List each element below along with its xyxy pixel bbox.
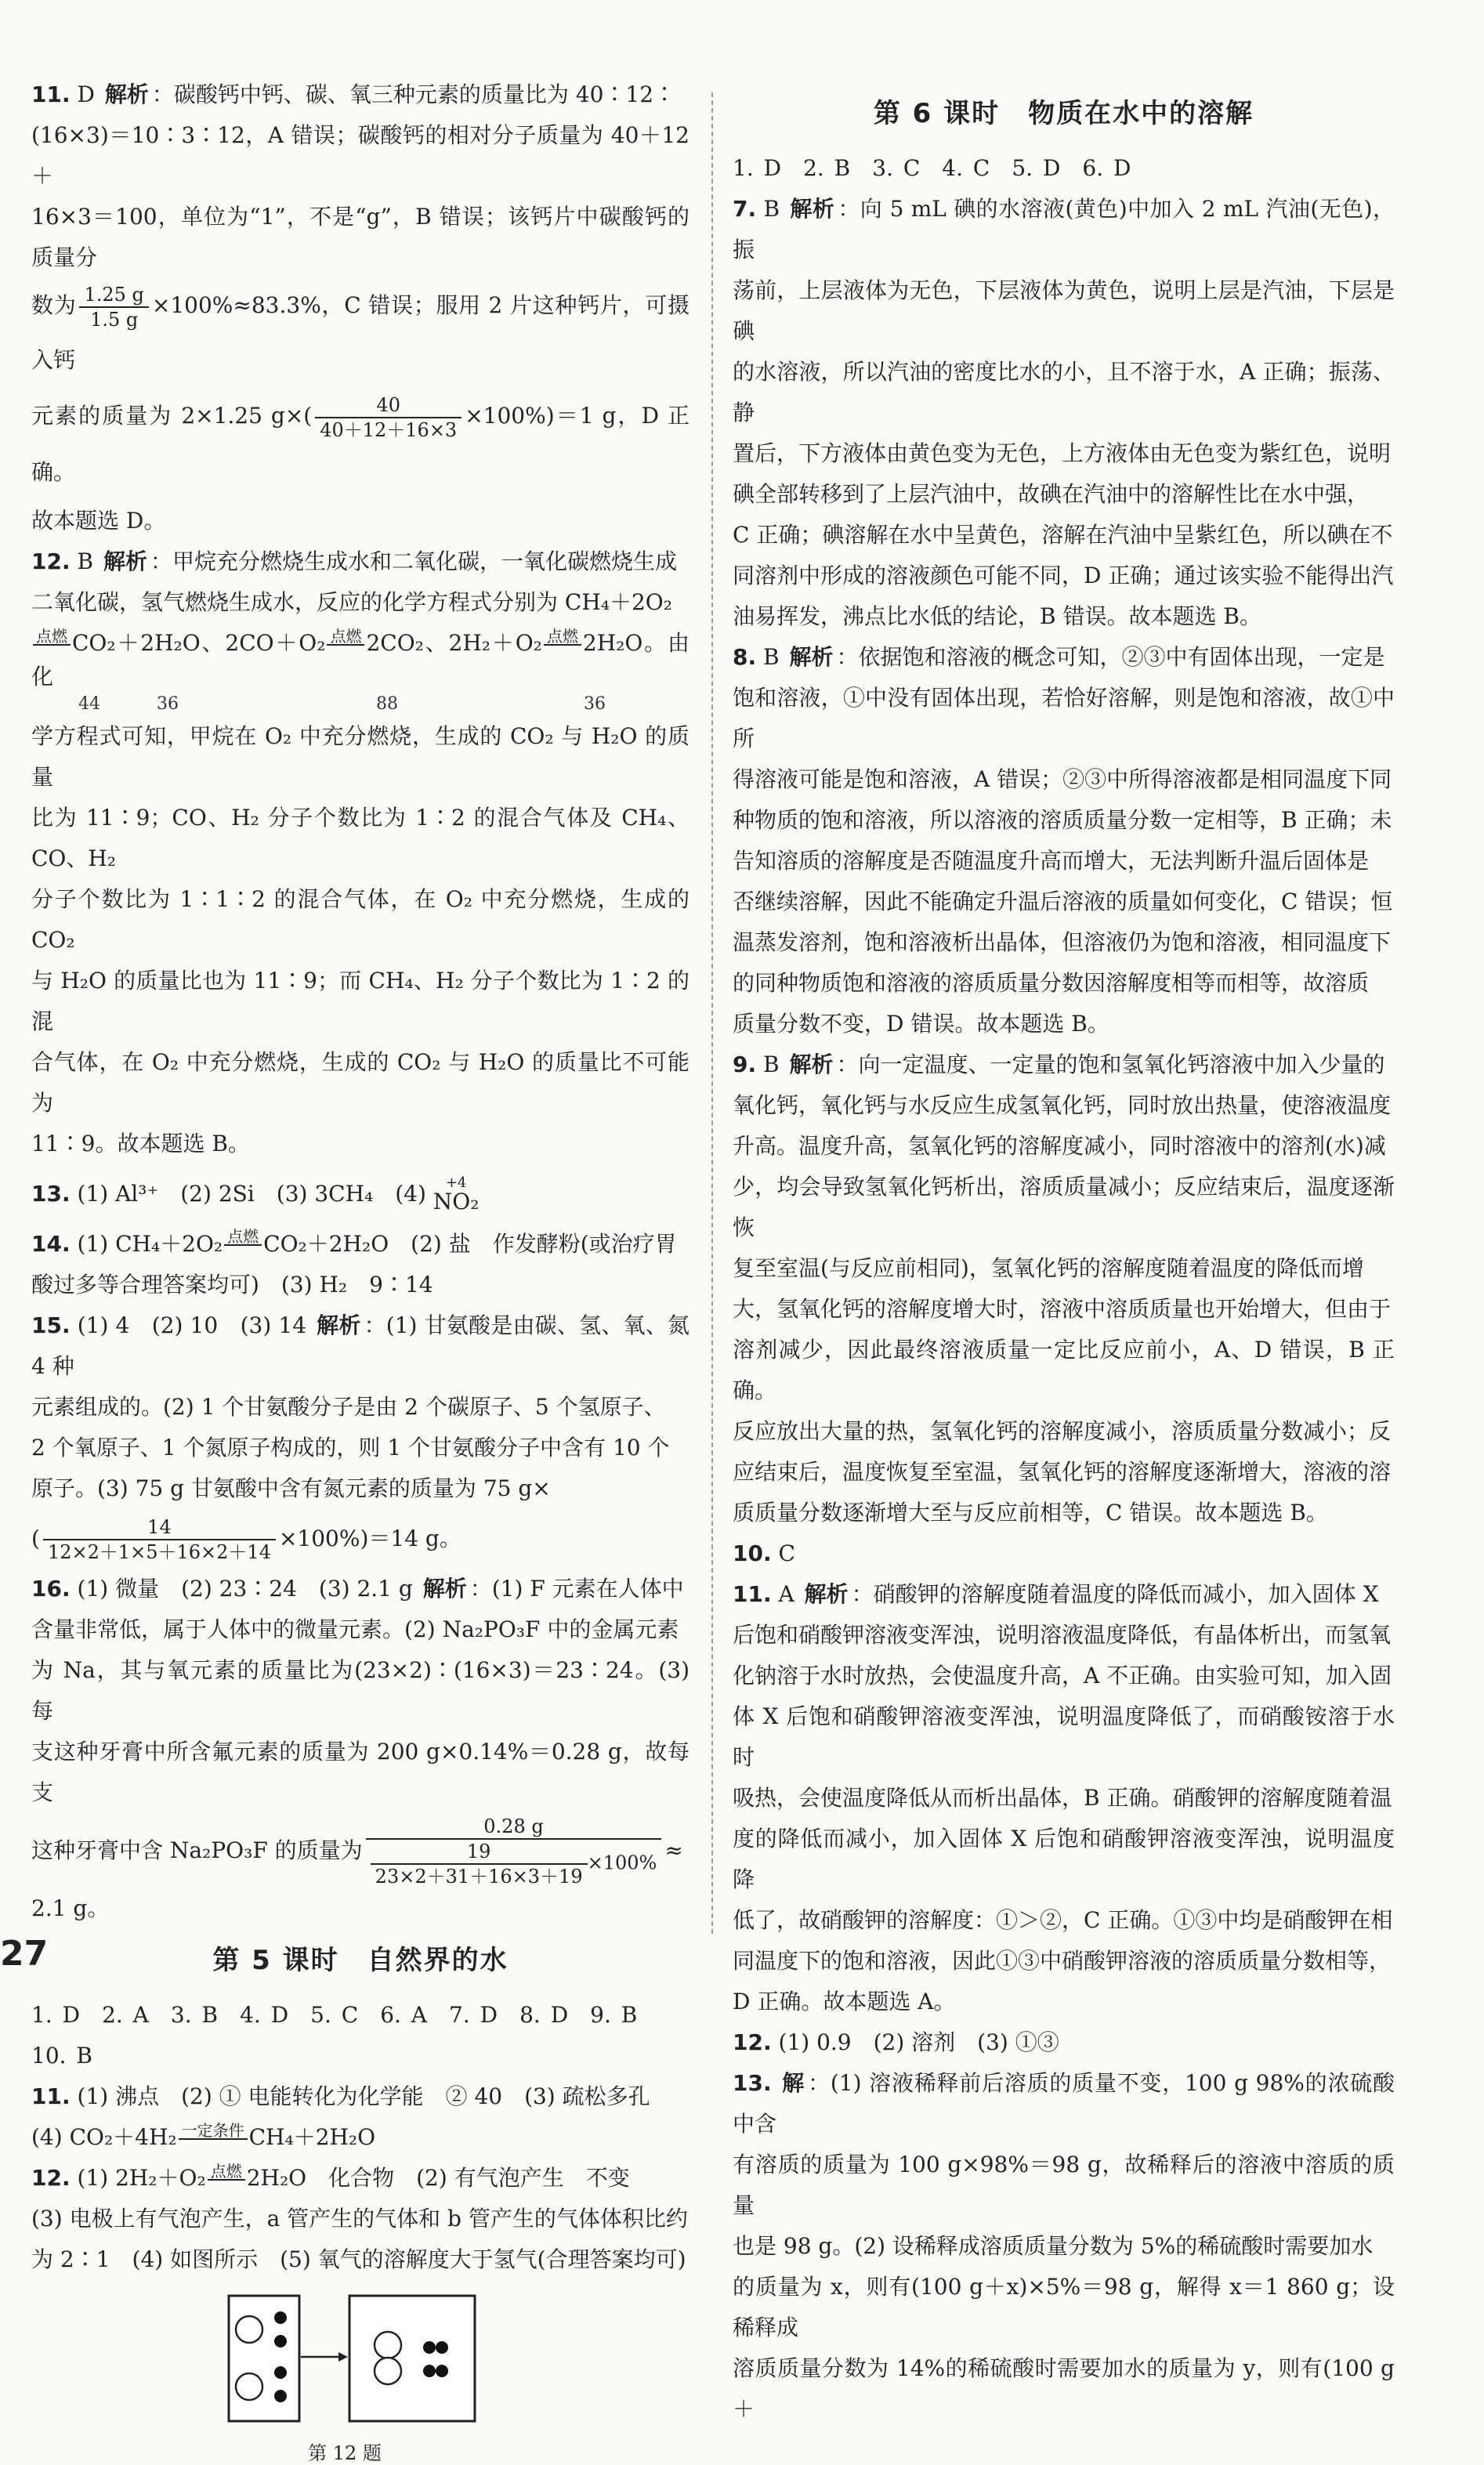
compound-fraction: 0.28 g $\frac{19}{23\times 2+31+16\times 3+19}$ ×100% xyxy=(366,1815,662,1888)
reaction-arrow: 点燃 xyxy=(33,628,71,661)
molecule-diagram xyxy=(227,2294,509,2427)
water-oxygen-circle xyxy=(375,2332,401,2358)
molar-mass: 36 xyxy=(157,693,179,714)
water-oxygen-circle xyxy=(375,2358,401,2384)
hydrogen-dot xyxy=(274,2390,287,2402)
answer-q11-right: 11. A 解析 ：硝酸钾的溶解度随着温度的降低而减小，加入固体 X 后饱和硝酸钾溶液变浑浊，说明溶液温度降低，有晶体析出，而氢氧 化钠溶于水时放热，会使温度升高，A 不正确。由实验可知，加入固 体 X 后饱和硝酸钾溶液变浑浊，说明温度降低了，而硝酸铵溶于水时 吸热，会使温度降低从而析出晶体，B 正确。硝酸钾的溶解度随着温 度的降低而减小，加入固体 X 后饱和硝酸钾溶液变浑浊，说明温度降 低了，故硝酸钾的溶解度：①＞②，C 正确。①③中均是硝酸钾在相 同温度下的饱和溶液，因此①③中硝酸钾溶液的溶质质量分数相等， D 正确。故本题选 A。 xyxy=(733,1581,1395,2014)
molecule-figure xyxy=(227,2294,509,2464)
figure-caption: 第 12 题 xyxy=(308,2442,382,2464)
answer-q12: 12. B 解析 ：甲烷充分燃烧生成水和二氧化碳，一氧化碳燃烧生成 二氧化碳，氢气燃烧生成水，反应的化学方程式分别为 CH₄＋2O₂ 点燃 CO₂＋2H₂O、2CO＋O₂ 点燃 2CO₂、2H₂＋O₂ 点燃 2H₂O。由化 44 36 88 36 学方程式可知，甲烷在 O₂ 中充分燃烧，生成的 CO₂ 与 H₂O 的质量 比为 11∶9；CO、H₂ 分子个数比为 1∶2 的混合气体及 CH₄、CO、H₂ 分子个数比为 1∶1∶2 的混合气体，在 O₂ 中充分燃烧，生成的 CO₂ 与 H₂O 的质量比也为 11∶9；而 CH₄、H₂ 分子个数比为 1∶2 的混 合气体，在 O₂ 中充分燃烧，生成的 CO₂ 与 H₂O 的质量比不可能为 11∶9。故本题选 B。 xyxy=(31,548,690,1156)
fraction: $\frac{40}{40+12+16\times 3}$ xyxy=(315,393,461,442)
answer-q8: 8. B 解析 ：依据饱和溶液的概念可知，②③中有固体出现，一定是 饱和溶液，①中没有固体出现，若恰好溶解，则是饱和溶液，故①中所 得溶液可能是饱和溶液，A 错误；②③中所得溶液都是相同温度下同 种物质的饱和溶液，所以溶液的溶质质量分数一定相等，B 正确；未 告知溶质的溶解度是否随温度升高而增大，无法判断升温后固体是 否继续溶解，因此不能确定升温后溶液的质量如何变化，C 错误；恒 温蒸发溶剂，饱和溶液析出晶体，但溶液仍为饱和溶液，相同温度下 的同种物质饱和溶液的溶质质量分数因溶解度相等而相等，故溶质 质量分数不变，D 错误。故本题选 B。 xyxy=(733,644,1395,1037)
molar-mass: 88 xyxy=(376,693,398,714)
answer-q14: 14. (1) CH₄＋2O₂ 点燃 CO₂＋2H₂O (2) 盐 作发酵粉(或治疗胃 酸过多等合理答案均可) (3) H₂ 9∶14 xyxy=(31,1227,677,1298)
hydrogen-dot xyxy=(274,2311,287,2324)
answer-q7: 7. B 解析 ：向 5 mL 碘的水溶液(黄色)中加入 2 mL 汽油(无色)，振 荡前，上层液体为无色，下层液体为黄色，说明上层是汽油，下层是碘 的水溶液，所以汽油的密度比水的小，且不溶于水，A 正确；振荡、静 置后，下方液体由黄色变为无色，上方液体由无色变为紫红色，说明 碘全部转移到了上层汽油中，故碘在汽油中的溶解性比在水中强， C 正确；碘溶解在水中呈黄色，溶解在汽油中呈紫红色，所以碘在不 同溶剂中形成的溶液颜色可能不同，D 正确；通过该实验不能得出汽 油易挥发，沸点比水低的结论，B 错误。故本题选 B。 xyxy=(733,196,1395,629)
section5-answer-q11: 11. (1) 沸点 (2) ① 电能转化为化学能 ② 40 (3) 疏松多孔 (4) CO₂＋4H₂ 一定条件 CH₄＋2H₂O xyxy=(31,2076,690,2158)
left-column xyxy=(31,74,690,2464)
answer-q13-right: 13. 解 ：(1) 溶液稀释前后溶质的质量不变，100 g 98%的浓硫酸中含 有溶质的质量为 100 g×98%＝98 g，故稀释后的溶液中溶质的质量 也是 98 g。(2) 设稀释成溶质质量分数为 5%的稀硫酸时需要加水 的质量为 x，则有(100 g＋x)×5%＝98 g，解得 x＝1 860 g；设稀释成 溶质质量分数为 14%的稀硫酸时需要加水的质量为 y，则有(100 g＋ xyxy=(733,2070,1395,2422)
answer-q15: 15. (1) 4 (2) 10 (3) 14 解析 ：(1) 甘氨酸是由碳、氢、氧、氮 4 种 元素组成的。(2) 1 个甘氨酸分子是由 2 个碳原子、5 个氢原子、 2 个氧原子、1 个氮原子构成的，则 1 个甘氨酸分子中含有 10 个 原子。(3) 75 g 甘氨酸中含有氮元素的质量为 75 g× ( $\frac{14}{12\times 2+1\times 5+16\times 2+14}$ ×100%)＝14 g。 xyxy=(31,1312,690,1563)
answer-q12-right: 12. (1) 0.9 (2) 溶剂 (3) ①③ xyxy=(733,2029,1059,2055)
answer-q11: 11. D 解析 ：碳酸钙中钙、碳、氧三种元素的质量比为 40∶12∶ (16×3)＝10∶3∶12，A 错误；碳酸钙的相对分子质量为 40＋12＋ 16×3＝100，单位为“1”，不是“g”，B 错误；该钙片中碳酸钙的质量分 数为 $\frac{1.25 g}{1.5 g}$ ×100%≈83.3%，C 错误；服用 2 片这种钙片，可摄入钙 元素的质量为 2×1.25 g×( $\frac{40}{40+12+16\times 3}$ ×100%)＝1 g，D 正确。 故本题选 D。 xyxy=(31,81,690,534)
hydrogen-dot xyxy=(274,2335,287,2347)
arrow-head-icon xyxy=(338,2352,348,2362)
water-hydrogen-dot xyxy=(436,2365,448,2377)
fraction: $\frac{1.25 g}{1.5 g}$ xyxy=(79,283,148,331)
reaction-arrow: 点燃 xyxy=(208,2163,245,2196)
after-box xyxy=(349,2296,475,2421)
answer-q10: 10. C xyxy=(733,1540,795,1566)
section-title-5: 第 5 课时 自然界的水 xyxy=(212,1945,509,1976)
water-hydrogen-dot xyxy=(423,2365,436,2377)
answer-q9: 9. B 解析 ：向一定温度、一定量的饱和氢氧化钙溶液中加入少量的 氧化钙，氧化钙与水反应生成氢氧化钙，同时放出热量，使溶液温度 升高。温度升高，氢氧化钙的溶解度减小，同时溶液中的溶剂(水)减 少，均会导致氢氧化钙析出，溶质质量减小；反应结束后，温度逐渐恢 复至室温(与反应前相同)，氢氧化钙的溶解度随着温度的降低而增 大，氢氧化钙的溶解度增大时，溶液中溶质质量也开始增大，但由于 溶剂减少，因此最终溶液质量一定比反应前小，A、D 错误，B 正确。 反应放出大量的热，氢氧化钙的溶解度减小，溶质质量分数减小；反 应结束后，温度恢复至室温，氢氧化钙的溶解度逐渐增大，溶液的溶 质质量分数逐渐增大至与反应前相等，C 错误。故本题选 B。 xyxy=(733,1052,1395,1526)
right-column xyxy=(733,74,1395,2430)
section-title-6: 第 6 课时 物质在水中的溶解 xyxy=(873,98,1254,129)
oxygen-molecule-circle xyxy=(236,2316,262,2343)
molar-mass: 44 xyxy=(78,693,100,714)
reaction-arrow: 点燃 xyxy=(327,628,364,661)
water-hydrogen-dot xyxy=(423,2341,436,2354)
answer-q16: 16. (1) 微量 (2) 23∶24 (3) 2.1 g 解析 ：(1) F 元素在人体中 含量非常低，属于人体中的微量元素。(2) Na₂PO₃F 中的金属元素 为 Na，其与氧元素的质量比为(23×2)∶(16×3)＝23∶24。(3) 每 支这种牙膏中所含氟元素的质量为 200 g×0.14%＝0.28 g，故每支 这种牙膏中含 Na₂PO₃F 的质量为 0.28 g $\frac{19}{23\times 2+31+16\times 3+19}$ ×100% ≈ 2.1 g。 xyxy=(31,1575,690,1921)
hydrogen-dot xyxy=(274,2366,287,2379)
reaction-arrow: 点燃 xyxy=(224,1229,262,1261)
molar-mass: 36 xyxy=(584,693,606,714)
answer-row-1-6: 1. D 2. B 3. C 4. C 5. D 6. D xyxy=(733,155,1131,181)
answer-row-1-10: 1. D 2. A 3. B 4. D 5. C 6. A 7. D 8. D 9. B 10. B xyxy=(31,2002,660,2069)
fraction: $\frac{14}{12\times 2+1\times 5+16\times 2+14}$ xyxy=(43,1515,276,1564)
column-divider xyxy=(711,92,713,1934)
oxygen-molecule-circle xyxy=(236,2373,262,2400)
reaction-arrow: 一定条件 xyxy=(179,2123,248,2156)
answer-q13: 13. (1) Al³⁺ (2) 2Si (3) 3CH₄ (4) +4 NO₂ xyxy=(31,1175,480,1214)
before-box xyxy=(229,2296,299,2421)
page-number: 27 xyxy=(0,1934,49,1974)
reaction-arrow: 点燃 xyxy=(544,628,581,661)
water-hydrogen-dot xyxy=(436,2341,448,2354)
section5-answer-q12: 12. (1) 2H₂＋O₂ 点燃 2H₂O 化合物 (2) 有气泡产生 不变 (3) 电极上有气泡产生，a 管产生的气体和 b 管产生的气体体积比约 为 2∶1 (4) 如图所示 (5) 氧气的溶解度大于氢气(合理答案均可) xyxy=(31,2161,688,2272)
